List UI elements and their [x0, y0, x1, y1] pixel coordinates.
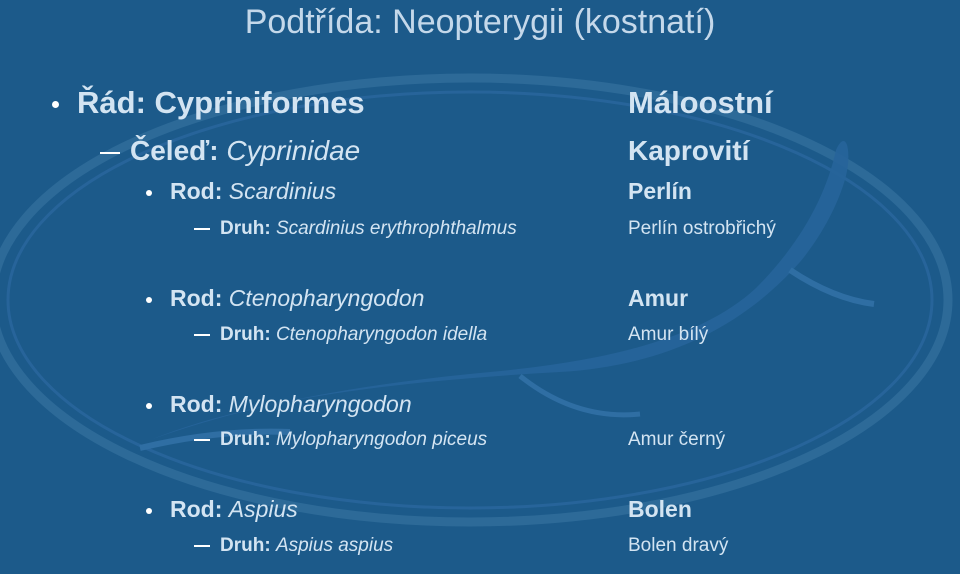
rod-common: Perlín: [628, 178, 692, 204]
bullet-icon: [146, 403, 152, 409]
genus-line: [146, 391, 412, 418]
rod-common: Bolen: [628, 496, 692, 522]
genus-line: [146, 496, 298, 523]
dash-icon: [194, 228, 210, 230]
druh-name: Scardinius erythrophthalmus: [275, 218, 517, 239]
order-label: Řád:: [77, 85, 146, 120]
druh-name: Aspius aspius: [275, 535, 394, 556]
druh-label: Druh:: [220, 429, 271, 450]
bullet-icon: [52, 101, 59, 108]
druh-label: Druh:: [220, 218, 271, 239]
druh-common: Amur černý: [628, 429, 726, 450]
rod-label: Rod:: [170, 285, 223, 311]
druh-label: Druh:: [220, 324, 271, 345]
order-line: [52, 85, 365, 121]
bullet-icon: [146, 508, 152, 514]
rod-name: Aspius: [228, 496, 298, 522]
slide-title: Podtřída: Neopterygii (kostnatí): [244, 3, 716, 41]
rod-label: Rod:: [170, 391, 223, 417]
druh-common: Amur bílý: [628, 324, 709, 345]
species-line: [194, 218, 517, 240]
genus-line: [146, 178, 336, 205]
family-line: [100, 135, 360, 167]
bullet-icon: [146, 297, 152, 303]
family-label: Čeleď:: [130, 135, 219, 166]
druh-common: Perlín ostrobřichý: [628, 218, 776, 239]
druh-name: Mylopharyngodon piceus: [275, 429, 488, 450]
rod-name: Ctenopharyngodon: [228, 285, 425, 311]
genus-line: [146, 285, 424, 312]
druh-label: Druh:: [220, 535, 271, 556]
rod-name: Mylopharyngodon: [228, 391, 412, 417]
family-common: Kaprovití: [628, 135, 750, 166]
rod-name: Scardinius: [228, 178, 337, 204]
rod-common: Amur: [628, 285, 689, 311]
rod-label: Rod:: [170, 178, 223, 204]
dash-icon: [194, 545, 210, 547]
dash-icon: [100, 152, 120, 154]
order-name: Cypriniformes: [154, 85, 365, 120]
bullet-icon: [146, 190, 152, 196]
dash-icon: [194, 439, 210, 441]
species-line: [194, 429, 487, 451]
dash-icon: [194, 334, 210, 336]
species-line: [194, 535, 393, 557]
family-name: Cyprinidae: [226, 135, 361, 166]
species-line: [194, 324, 487, 346]
rod-label: Rod:: [170, 496, 223, 522]
order-common: Máloostní: [628, 85, 773, 120]
druh-name: Ctenopharyngodon idella: [275, 324, 488, 345]
druh-common: Bolen dravý: [628, 535, 729, 556]
